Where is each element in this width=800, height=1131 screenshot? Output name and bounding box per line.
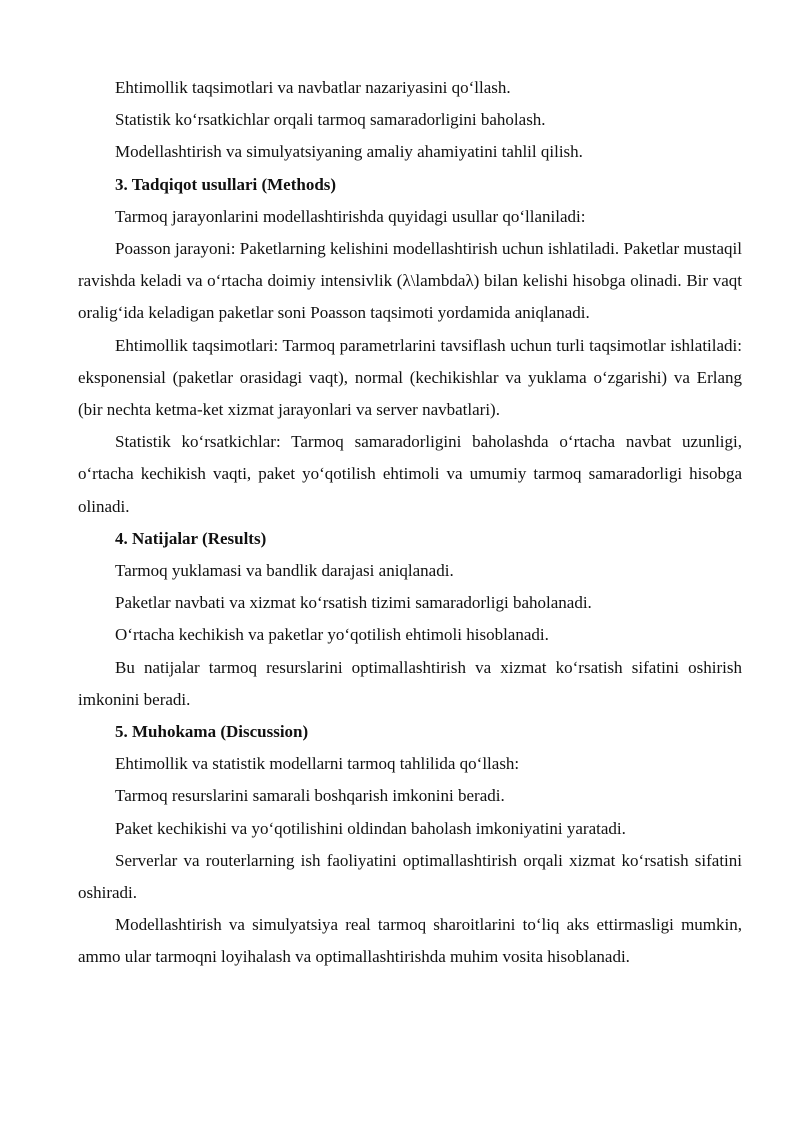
paragraph: Modellashtirish va simulyatsiyaning amaliy ahamiyatini tahlil qilish.	[115, 142, 583, 162]
paragraph: Bu natijalar tarmoq resurslarini optimallashtirish va xizmat ko‘rsatish sifatini oshirish imkonini beradi.	[78, 657, 742, 709]
section-heading-methods: 3. Tadqiqot usullari (Methods)	[115, 174, 337, 194]
paragraph: Modellashtirish va simulyatsiya real tarmoq sharoitlarini to‘liq aks ettirmasligi mumkin, ammo ular tarmoqni loyihalash va optimallashtirishda muhim vosita hisoblanadi.	[78, 915, 742, 967]
paragraph: Tarmoq yuklamasi va bandlik darajasi aniqlanadi.	[115, 561, 454, 581]
paragraph: Tarmoq jarayonlarini modellashtirishda quyidagi usullar qo‘llaniladi:	[115, 206, 586, 226]
paragraph: Ehtimollik va statistik modellarni tarmoq tahlilida qo‘llash:	[115, 754, 520, 774]
document-page	[78, 72, 742, 974]
paragraph: Tarmoq resurslarini samarali boshqarish imkonini beradi.	[115, 786, 505, 806]
paragraph: Poasson jarayoni: Paketlarning kelishini modellashtirish uchun ishlatiladi. Paketlar mustaqil ravishda keladi va o‘rtacha doimiy intensivlik (λ\lambdaλ) bilan kelishi hisobga olinadi. Bir vaqt oralig‘ida keladigan paketlar soni Poasson taqsimoti yordamida aniqlanadi.	[78, 239, 742, 323]
section-heading-results: 4. Natijalar (Results)	[115, 528, 267, 548]
paragraph: Paketlar navbati va xizmat ko‘rsatish tizimi samaradorligi baholanadi.	[115, 593, 592, 613]
paragraph: Ehtimollik taqsimotlari: Tarmoq parametrlarini tavsiflash uchun turli taqsimotlar ishlatiladi: eksponensial (paketlar orasidagi vaqt), normal (kechikishlar va yuklama o‘zgarishi) va Erlang (bir nechta ketma-ket xizmat jarayonlari va server navbatlari).	[78, 335, 742, 420]
paragraph: Serverlar va routerlarning ish faoliyatini optimallashtirish orqali xizmat ko‘rsatish sifatini oshiradi.	[78, 850, 742, 903]
paragraph: Paket kechikishi va yo‘qotilishini oldindan baholash imkoniyatini yaratadi.	[115, 818, 626, 838]
paragraph: O‘rtacha kechikish va paketlar yo‘qotilish ehtimoli hisoblanadi.	[115, 625, 549, 645]
paragraph: Statistik ko‘rsatkichlar: Tarmoq samaradorligini baholashda o‘rtacha navbat uzunligi, o‘rtacha kechikish vaqti, paket yo‘qotilish ehtimoli va umumiy tarmoq samaradorligi hisobga olinadi.	[78, 432, 742, 516]
paragraph: Ehtimollik taqsimotlari va navbatlar nazariyasini qo‘llash.	[115, 78, 511, 97]
section-heading-discussion: 5. Muhokama (Discussion)	[115, 722, 309, 742]
paragraph: Statistik ko‘rsatkichlar orqali tarmoq samaradorligini baholash.	[115, 110, 546, 130]
